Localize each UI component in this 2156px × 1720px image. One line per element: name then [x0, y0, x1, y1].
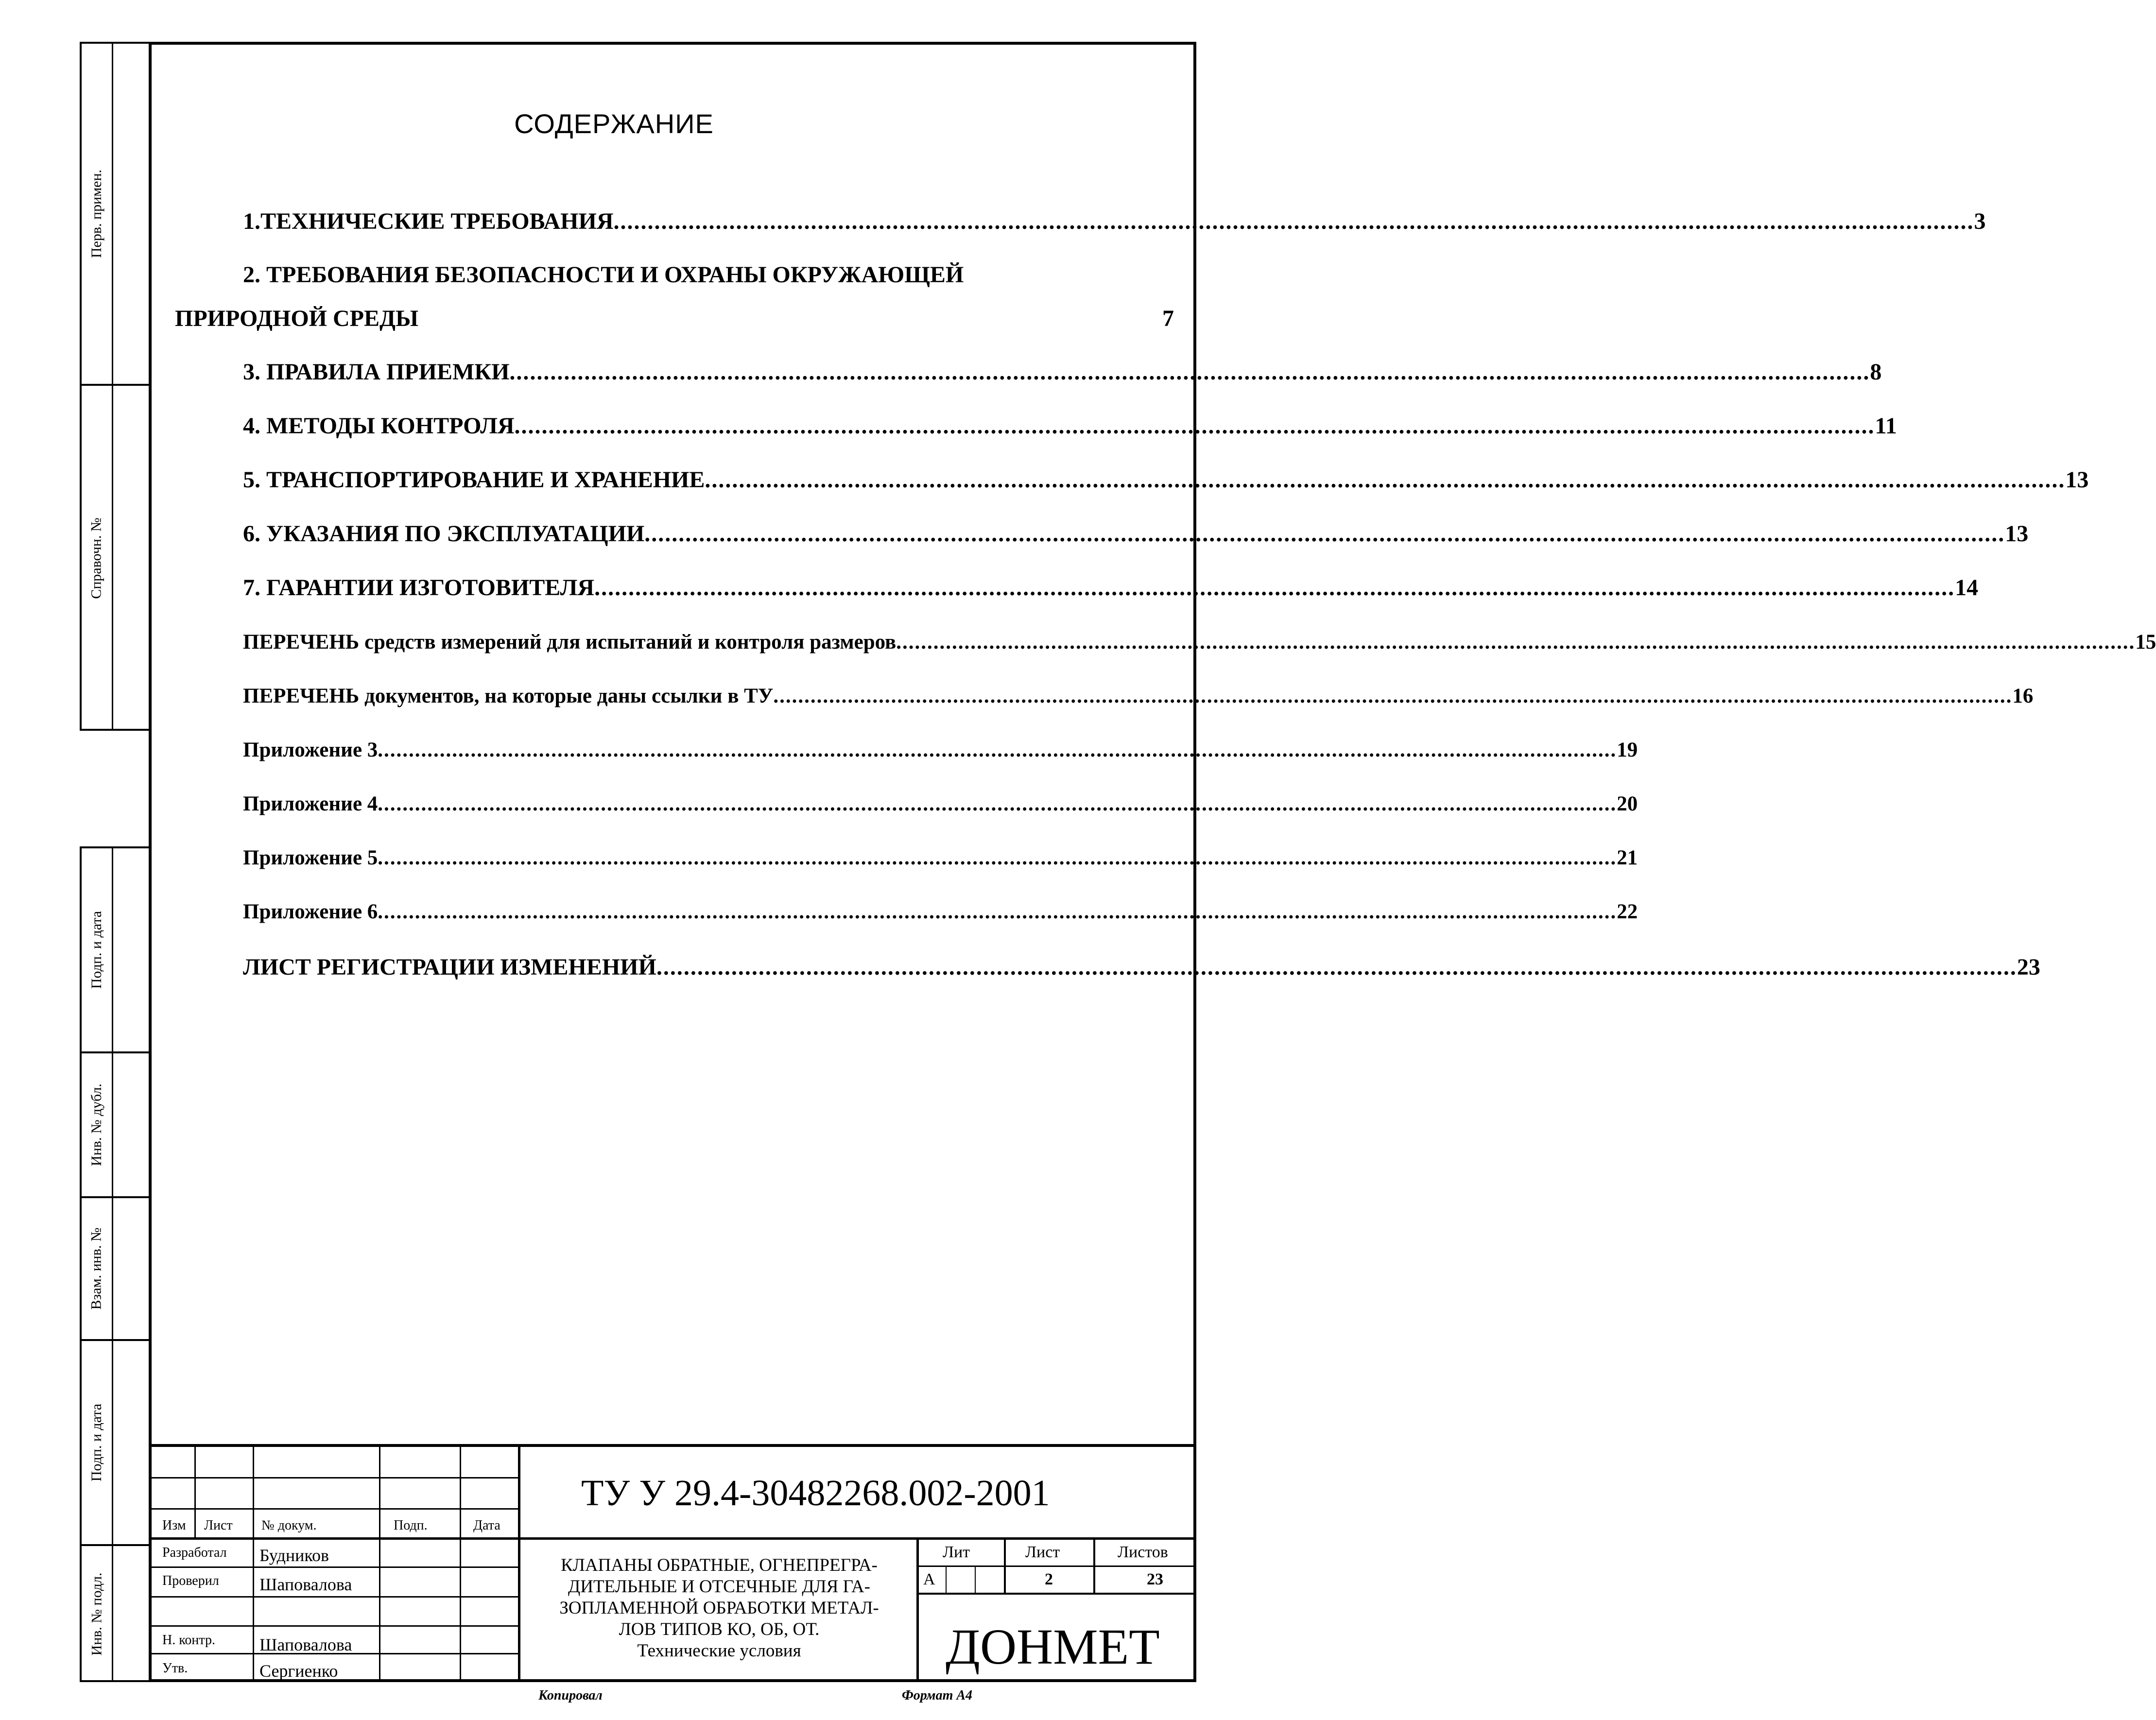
doc-code: ТУ У 29.4-30482268.002-2001	[581, 1473, 1050, 1514]
tb-col-line	[253, 1444, 254, 1682]
toc-label: Приложение 4	[243, 792, 378, 815]
tb-col-line	[1004, 1537, 1006, 1595]
side-divider	[112, 848, 113, 1680]
footer-format: Формат А4	[902, 1688, 973, 1703]
toc-entry	[243, 738, 1638, 762]
name-proveril: Шаповалова	[259, 1575, 352, 1594]
side-label-text: Перв. примен.	[88, 169, 105, 258]
toc-page: 13	[2065, 467, 2089, 493]
toc-label: 6. УКАЗАНИЯ ПО ЭКСПЛУАТАЦИИ	[243, 521, 645, 547]
desc-line: ДИТЕЛЬНЫЕ И ОТСЕЧНЫЕ ДЛЯ ГА-	[568, 1577, 870, 1597]
tb-col-line	[460, 1444, 461, 1682]
toc-page: 20	[1617, 792, 1638, 815]
tb-col-line	[1093, 1537, 1095, 1595]
col-data: Дата	[473, 1518, 500, 1533]
desc-line: КЛАПАНЫ ОБРАТНЫЕ, ОГНЕПРЕГРА-	[561, 1555, 878, 1575]
tb-row-line	[149, 1596, 519, 1598]
toc-dots: ........................................................................................................................................................................................................	[656, 954, 2017, 980]
name-razrabotal: Будников	[259, 1546, 329, 1565]
toc-label: Приложение 5	[243, 846, 378, 869]
col-podp: Подп.	[394, 1518, 428, 1533]
toc-page: 13	[2005, 521, 2029, 547]
desc-line: ЛОВ ТИПОВ КО, ОБ, ОТ.	[619, 1619, 820, 1639]
role-utv: Утв.	[162, 1661, 188, 1676]
tb-col-line	[916, 1537, 919, 1682]
toc-entry-label-line2: ПРИРОДНОЙ СРЕДЫ	[175, 306, 419, 331]
toc-dots: ........................................................................................................................................................................................................	[613, 208, 1974, 234]
company-name: ДОНМЕТ	[946, 1619, 1160, 1675]
side-label-text: Подп. и дата	[88, 1403, 104, 1482]
tb-row-line	[149, 1625, 519, 1627]
toc-entry	[243, 792, 1638, 816]
side-label-inv-dubl	[82, 1053, 112, 1196]
toc-page: 8	[1870, 359, 1882, 385]
toc-page: 7	[1162, 306, 1174, 331]
toc-dots: ........................................................................................................................................................................................................	[509, 359, 1870, 385]
list-header: Лист	[1025, 1543, 1060, 1561]
toc-page: 3	[1974, 208, 1986, 234]
toc-label: 1.ТЕХНИЧЕСКИЕ ТРЕБОВАНИЯ	[243, 208, 614, 234]
tb-col-line	[946, 1565, 947, 1594]
toc-entry	[243, 630, 2156, 654]
footer-copied: Копировал	[538, 1688, 603, 1703]
desc-sub: Технические условия	[637, 1641, 801, 1661]
toc-label: 5. ТРАНСПОРТИРОВАНИЕ И ХРАНЕНИЕ	[243, 467, 705, 493]
page-title: СОДЕРЖАНИЕ	[514, 108, 714, 139]
toc-entry	[243, 684, 2034, 708]
lit-value: А	[923, 1570, 935, 1588]
side-label-text: Инв. № подл.	[88, 1572, 104, 1656]
role-n-kontr: Н. контр.	[162, 1633, 215, 1648]
toc-entry	[243, 846, 1638, 870]
toc-page: 11	[1875, 413, 1897, 439]
toc-page: 22	[1617, 900, 1638, 923]
tb-top-line	[149, 1444, 1196, 1447]
role-proveril: Проверил	[162, 1573, 219, 1588]
toc-entry	[243, 359, 1882, 385]
toc-page: 16	[2012, 685, 2034, 707]
toc-page: 15	[2135, 631, 2156, 654]
side-strip-lower	[80, 846, 149, 1682]
product-description	[522, 1555, 916, 1662]
side-label-vzam-inv	[82, 1198, 112, 1339]
toc-entry	[243, 520, 2029, 547]
toc-entry	[243, 208, 1986, 235]
toc-label: Приложение 3	[243, 739, 378, 761]
toc-dots: ........................................................................................................................................................................................................	[594, 575, 1955, 601]
toc-dots: ........................................................................................................................................................................................................	[378, 900, 1617, 923]
side-label-podp-data-2	[82, 1341, 112, 1544]
side-label-text: Справочн. №	[88, 517, 104, 599]
tb-row-line	[149, 1537, 1196, 1540]
col-dokum: № докум.	[261, 1518, 317, 1533]
tb-row-line	[149, 1508, 519, 1510]
toc-entry	[243, 900, 1638, 924]
toc-page: 21	[1617, 846, 1638, 869]
tb-col-line	[379, 1444, 380, 1682]
role-razrabotal: Разработал	[162, 1545, 227, 1560]
toc-label: ЛИСТ РЕГИСТРАЦИИ ИЗМЕНЕНИЙ	[243, 954, 656, 980]
toc-entry	[243, 574, 1979, 601]
toc-dots: ........................................................................................................................................................................................................	[705, 467, 2066, 493]
toc-entry	[243, 954, 2040, 980]
side-label-podp-data-1	[82, 848, 112, 1051]
listov-header: Листов	[1118, 1543, 1168, 1561]
toc-dots: ........................................................................................................................................................................................................	[896, 631, 2136, 654]
toc-page: 23	[2017, 954, 2040, 980]
toc-entry-label-line1: 2. ТРЕБОВАНИЯ БЕЗОПАСНОСТИ И ОХРАНЫ ОКРУЖАЮЩЕЙ	[243, 262, 964, 288]
toc-dots: ........................................................................................................................................................................................................	[378, 792, 1617, 815]
toc-label: 7. ГАРАНТИИ ИЗГОТОВИТЕЛЯ	[243, 575, 595, 601]
toc-page: 14	[1955, 575, 1979, 601]
lit-header: Лит	[943, 1543, 970, 1561]
tb-col-line	[194, 1444, 196, 1537]
toc-dots: ........................................................................................................................................................................................................	[378, 846, 1617, 869]
side-label-spravoch	[82, 386, 112, 731]
list-value: 2	[1045, 1570, 1053, 1588]
name-n-kontr: Шаповалова	[259, 1635, 352, 1654]
name-utv: Сергиенко	[259, 1661, 338, 1681]
tb-row-line	[916, 1593, 1196, 1595]
toc-dots: ........................................................................................................................................................................................................	[378, 739, 1617, 761]
tb-row-line	[916, 1565, 1196, 1567]
toc-label: ПЕРЕЧЕНЬ документов, на которые даны ссылки в ТУ	[243, 685, 774, 707]
side-strip-upper	[80, 42, 149, 731]
desc-line: ЗОПЛАМЕННОЙ ОБРАБОТКИ МЕТАЛ-	[559, 1598, 879, 1618]
tb-col-line	[518, 1444, 520, 1682]
tb-row-line	[149, 1566, 519, 1568]
toc-page: 19	[1617, 739, 1638, 761]
col-list: Лист	[204, 1518, 233, 1533]
side-label-text: Взам. инв. №	[88, 1227, 104, 1310]
tb-col-line	[975, 1565, 976, 1594]
tb-row-line	[149, 1477, 519, 1479]
side-label-inv-podl	[82, 1546, 112, 1682]
toc-dots: ........................................................................................................................................................................................................	[514, 413, 1875, 439]
toc-label: Приложение 6	[243, 900, 378, 923]
toc-dots: ........................................................................................................................................................................................................	[644, 521, 2005, 547]
side-label-text: Подп. и дата	[88, 911, 104, 989]
toc-entry	[243, 413, 1897, 439]
toc-label: ПЕРЕЧЕНЬ средств измерений для испытаний и контроля размеров	[243, 631, 897, 654]
side-label-text: Инв. № дубл.	[88, 1084, 104, 1166]
toc-entry	[243, 466, 2089, 493]
toc-label: 4. МЕТОДЫ КОНТРОЛЯ	[243, 413, 515, 439]
side-label-perv-primen	[82, 44, 112, 384]
side-divider	[112, 44, 113, 729]
toc-dots: ........................................................................................................................................................................................................	[773, 685, 2013, 707]
toc-label: 3. ПРАВИЛА ПРИЕМКИ	[243, 359, 510, 385]
listov-value: 23	[1147, 1570, 1163, 1588]
col-izm: Изм	[162, 1518, 186, 1533]
